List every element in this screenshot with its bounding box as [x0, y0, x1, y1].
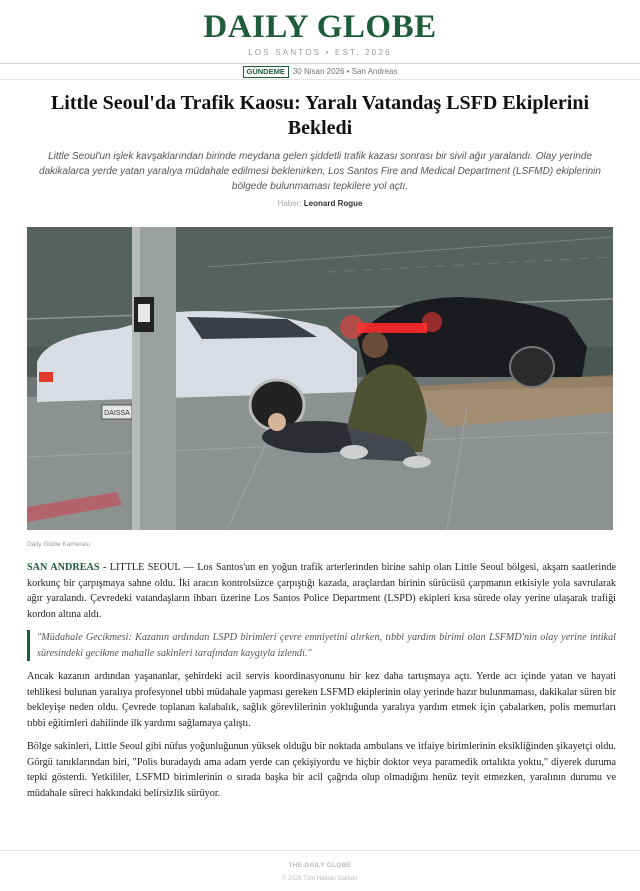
- article-summary: Little Seoul'un işlek kavşaklarından birinde meydana gelen şiddetli trafik kazası sonrası bir sivil ağır yaralandı. Olay yerinde dakikalarca yerde yatan yaralıya müdahale edilmesi beklenirken, Los Santos Fire and Medical Department (LSFMD) ekiplerinin bölgede bulunmaması tepkilere yol açtı.: [39, 151, 601, 192]
- article-paragraph-3: Bölge sakinleri, Little Seoul gibi nüfus yoğunluğunun yüksek olduğu bir noktada ambulans ve itfaiye birimlerinin eksikliğinden şikayetçi oldu. Görgü tanıklarından biri, "Polis buradaydı ama adam yerde can çekişiyordu ve hiçbir doktor veya paramedik ortalıkta yoktu," diyerek duruma tepki gösterdi. Yetkililer, LSFMD birimlerinin o sırada başka bir acil çağrıda olup olmadığını henüz teyit etmezken, yaralının durumu ve müdahale süreci hakkındaki belirsizlik sürüyor.: [27, 741, 616, 799]
- footer-brand[interactable]: THE DAILY GLOBE: [288, 862, 352, 869]
- site-logo[interactable]: DAILY GLOBE: [203, 9, 437, 45]
- pull-quote: "Müdahale Gecikmesi: Kazanın ardından LSPD birimleri çevre emniyetini alırken, tıbbi yardım birimi olan LSFMD'nin olay yerine intikal süresindeki gecikme mahalle sakinleri tarafından kaygıyla izlendi.": [27, 630, 616, 661]
- site-tagline: LOS SANTOS • EST. 2026: [248, 48, 392, 57]
- dateline: SAN ANDREAS: [27, 562, 100, 573]
- footer-copyright: © 2026 Tüm Hakları Saklıdır: [282, 876, 358, 882]
- article-paragraph-2: Ancak kazanın ardından yaşananlar, şehirdeki acil servis koordinasyonunu bir kez daha tartışmaya açtı. Yerde acı içinde yatan ve hayati tehlikesi bulunan yaralıya profesyonel tıbbi müdahale yapması gereken LSFMD ekiplerinin olay yerinde hazır bulunmaması, dakikalar süren bir bekleyişe neden oldu. Çevrede toplanan kalabalık, sağlık görevlilerinin yokluğunda yaralıya yardım etmek için çabalarken, polis memurları tıbbi eğitimleri dahilinde ilk yardımı sağlamaya çalıştı.: [27, 671, 616, 729]
- article-paragraph: [27, 560, 616, 622]
- site-footer: [0, 850, 640, 882]
- byline: [0, 199, 640, 208]
- paragraph-1-text: - LITTLE SEOUL — Los Santos'un en yoğun trafik arterlerinden birine sahip olan Little Seoul bölgesi, akşam saatlerinde korkunç bir çarpışmaya sahne oldu. İki aracın kontrolsüzce çarpıştığı kazada, araçlardan birinin sürücüsü çarpmanın etkisiyle yola savrularak ağır yaralandı. Çevredeki vatandaşların ihbarı üzerine Los Santos Police Department (LSPD) ekipleri kısa sürede olay yerine ulaşarak trafiği kordon altına aldı.: [27, 562, 616, 620]
- byline-author[interactable]: Leonard Rogue: [303, 199, 363, 208]
- date-location: 30 Nisan 2026 • San Andreas: [292, 67, 398, 76]
- byline-label: Haber:: [277, 199, 302, 208]
- license-plate-text: DAISSA: [104, 410, 130, 417]
- article-body: [27, 560, 616, 809]
- photo-caption: Daily Globe Kamerası: [27, 541, 91, 548]
- article-photo: [27, 227, 613, 530]
- category-badge[interactable]: GÜNDEME: [243, 66, 289, 78]
- article-meta-bar: [0, 64, 640, 80]
- article-headline: Little Seoul'da Trafik Kaosu: Yaralı Vatandaş LSFD Ekiplerini Bekledi: [50, 92, 590, 139]
- masthead: [0, 0, 640, 64]
